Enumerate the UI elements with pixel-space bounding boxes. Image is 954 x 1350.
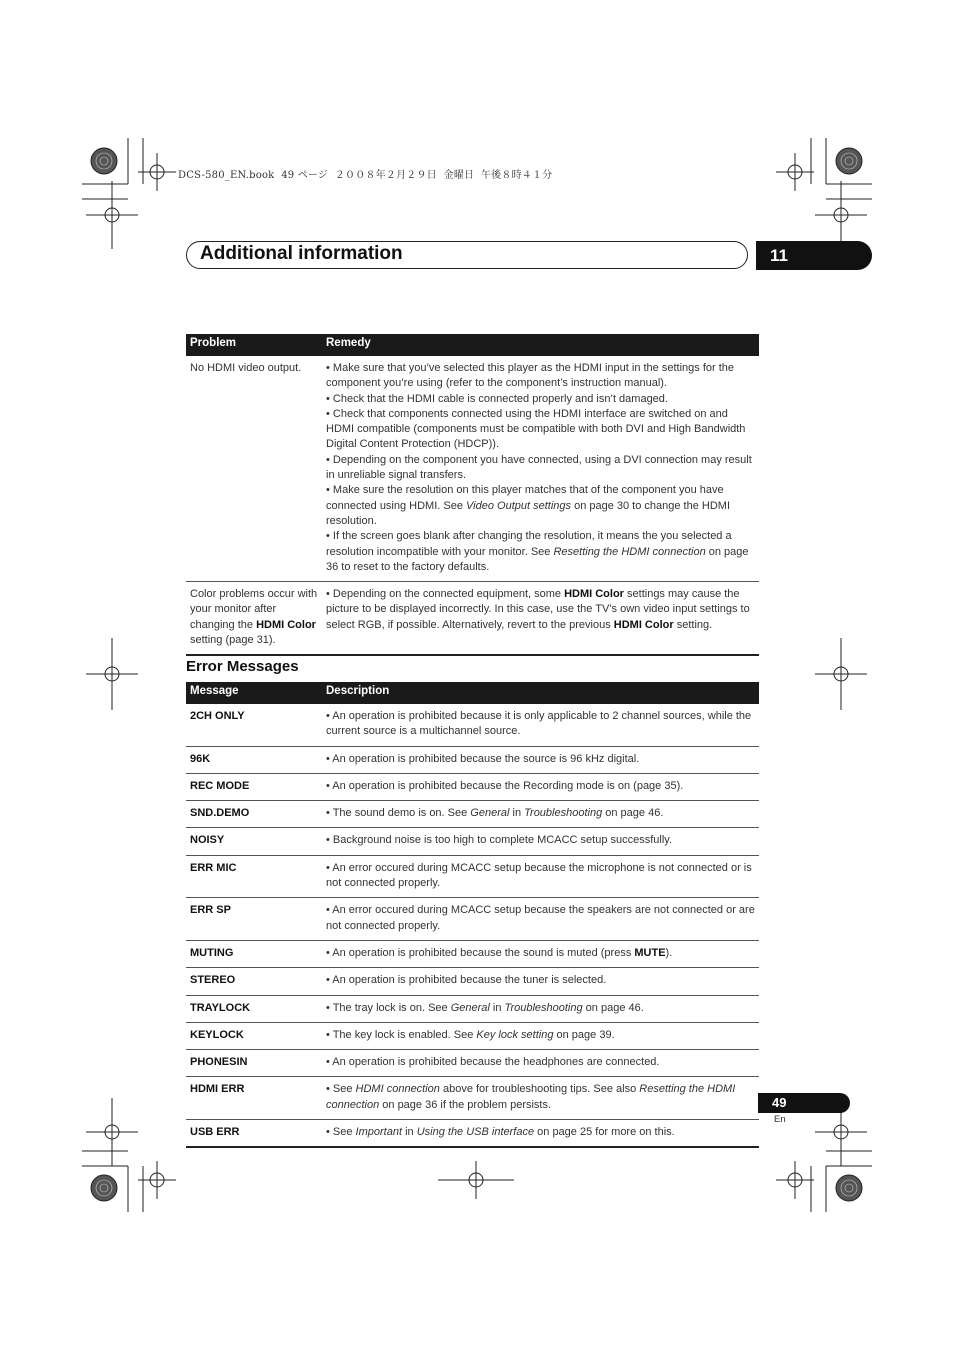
table-row bbox=[186, 582, 759, 656]
message-code: KEYLOCK bbox=[186, 1022, 322, 1049]
problem-cell: No HDMI video output. bbox=[186, 356, 322, 582]
description-cell: • Background noise is too high to complete MCACC setup successfully. bbox=[322, 828, 759, 855]
table-header-row bbox=[186, 334, 759, 356]
message-code: ERR MIC bbox=[186, 855, 322, 898]
table-row bbox=[186, 898, 759, 941]
print-info: DCS-580_EN.book 49 ページ ２００８年２月２９日 金曜日 午後８時４１分 bbox=[178, 170, 553, 181]
section-heading: Error Messages bbox=[186, 658, 299, 675]
chapter-number: 11 bbox=[756, 241, 872, 270]
description-cell: • The sound demo is on. See General in Troubleshooting on page 46. bbox=[322, 801, 759, 828]
table-row bbox=[186, 855, 759, 898]
column-header-problem: Problem bbox=[186, 334, 322, 356]
description-cell: • An operation is prohibited because the Recording mode is on (page 35). bbox=[322, 773, 759, 800]
table-row bbox=[186, 801, 759, 828]
remedy-cell: • Make sure that you’ve selected this player as the HDMI input in the settings for the component you’re using (refer to the component’s instruction manual). • Check that the HDMI cable is connected properly and isn’t damaged. • Check that components connected using the HDMI interface are switched on and HDMI compatible (components must be compatible with both DVI and High Bandwidth Digital Content Protection (HDCP)). • Depending on the component you have connected, using a DVI connection may result in unreliable signal transfers. • Make sure the resolution on this player matches that of the component you have connected using HDMI. See Video Output settings on page 30 to change the HDMI resolution. • If the screen goes blank after changing the resolution, it means the you selected a resolution incompatible with your monitor. See Resetting the HDMI connection on page 36 to reset to the factory defaults. bbox=[322, 356, 759, 582]
table-row bbox=[186, 704, 759, 746]
message-code: ERR SP bbox=[186, 898, 322, 941]
error-messages-table bbox=[186, 682, 759, 1148]
message-code: SND.DEMO bbox=[186, 801, 322, 828]
description-cell: • An operation is prohibited because the sound is muted (press MUTE). bbox=[322, 940, 759, 967]
column-header-message: Message bbox=[186, 682, 322, 704]
description-cell: • The tray lock is on. See General in Troubleshooting on page 46. bbox=[322, 995, 759, 1022]
description-cell: • An error occured during MCACC setup because the microphone is not connected or is not connected properly. bbox=[322, 855, 759, 898]
message-code: PHONESIN bbox=[186, 1050, 322, 1077]
remedy-cell: • Depending on the connected equipment, some HDMI Color settings may cause the picture to be displayed incorrectly. In this case, use the TV’s own video input settings to select RGB, if possible. Alternatively, revert to the previous HDMI Color setting. bbox=[322, 582, 759, 656]
column-header-description: Description bbox=[322, 682, 759, 704]
message-code: HDMI ERR bbox=[186, 1077, 322, 1120]
message-code: 2CH ONLY bbox=[186, 704, 322, 746]
description-cell: • An operation is prohibited because the headphones are connected. bbox=[322, 1050, 759, 1077]
message-code: REC MODE bbox=[186, 773, 322, 800]
table-row bbox=[186, 968, 759, 995]
language-code: En bbox=[774, 1114, 786, 1125]
table-row bbox=[186, 746, 759, 773]
column-header-remedy: Remedy bbox=[322, 334, 759, 356]
table-row bbox=[186, 356, 759, 582]
message-code: STEREO bbox=[186, 968, 322, 995]
table-row bbox=[186, 1120, 759, 1148]
page-number: 49 bbox=[758, 1093, 850, 1113]
description-cell: • An operation is prohibited because it is only applicable to 2 channel sources, while the current source is a multichannel source. bbox=[322, 704, 759, 746]
message-code: NOISY bbox=[186, 828, 322, 855]
description-cell: • An operation is prohibited because the source is 96 kHz digital. bbox=[322, 746, 759, 773]
troubleshooting-table bbox=[186, 334, 759, 656]
table-row bbox=[186, 1050, 759, 1077]
description-cell: • An error occured during MCACC setup because the speakers are not connected or are not connected properly. bbox=[322, 898, 759, 941]
message-code: TRAYLOCK bbox=[186, 995, 322, 1022]
message-code: USB ERR bbox=[186, 1120, 322, 1148]
message-code: 96K bbox=[186, 746, 322, 773]
description-cell: • The key lock is enabled. See Key lock setting on page 39. bbox=[322, 1022, 759, 1049]
problem-cell: Color problems occur with your monitor after changing the HDMI Color setting (page 31). bbox=[186, 582, 322, 656]
table-row bbox=[186, 995, 759, 1022]
table-row bbox=[186, 1022, 759, 1049]
table-header-row bbox=[186, 682, 759, 704]
message-code: MUTING bbox=[186, 940, 322, 967]
description-cell: • See Important in Using the USB interface on page 25 for more on this. bbox=[322, 1120, 759, 1148]
table-row bbox=[186, 828, 759, 855]
description-cell: • See HDMI connection above for troubleshooting tips. See also Resetting the HDMI connection on page 36 if the problem persists. bbox=[322, 1077, 759, 1120]
description-cell: • An operation is prohibited because the tuner is selected. bbox=[322, 968, 759, 995]
chapter-title: Additional information bbox=[200, 243, 403, 264]
table-row bbox=[186, 773, 759, 800]
table-row bbox=[186, 940, 759, 967]
table-row bbox=[186, 1077, 759, 1120]
